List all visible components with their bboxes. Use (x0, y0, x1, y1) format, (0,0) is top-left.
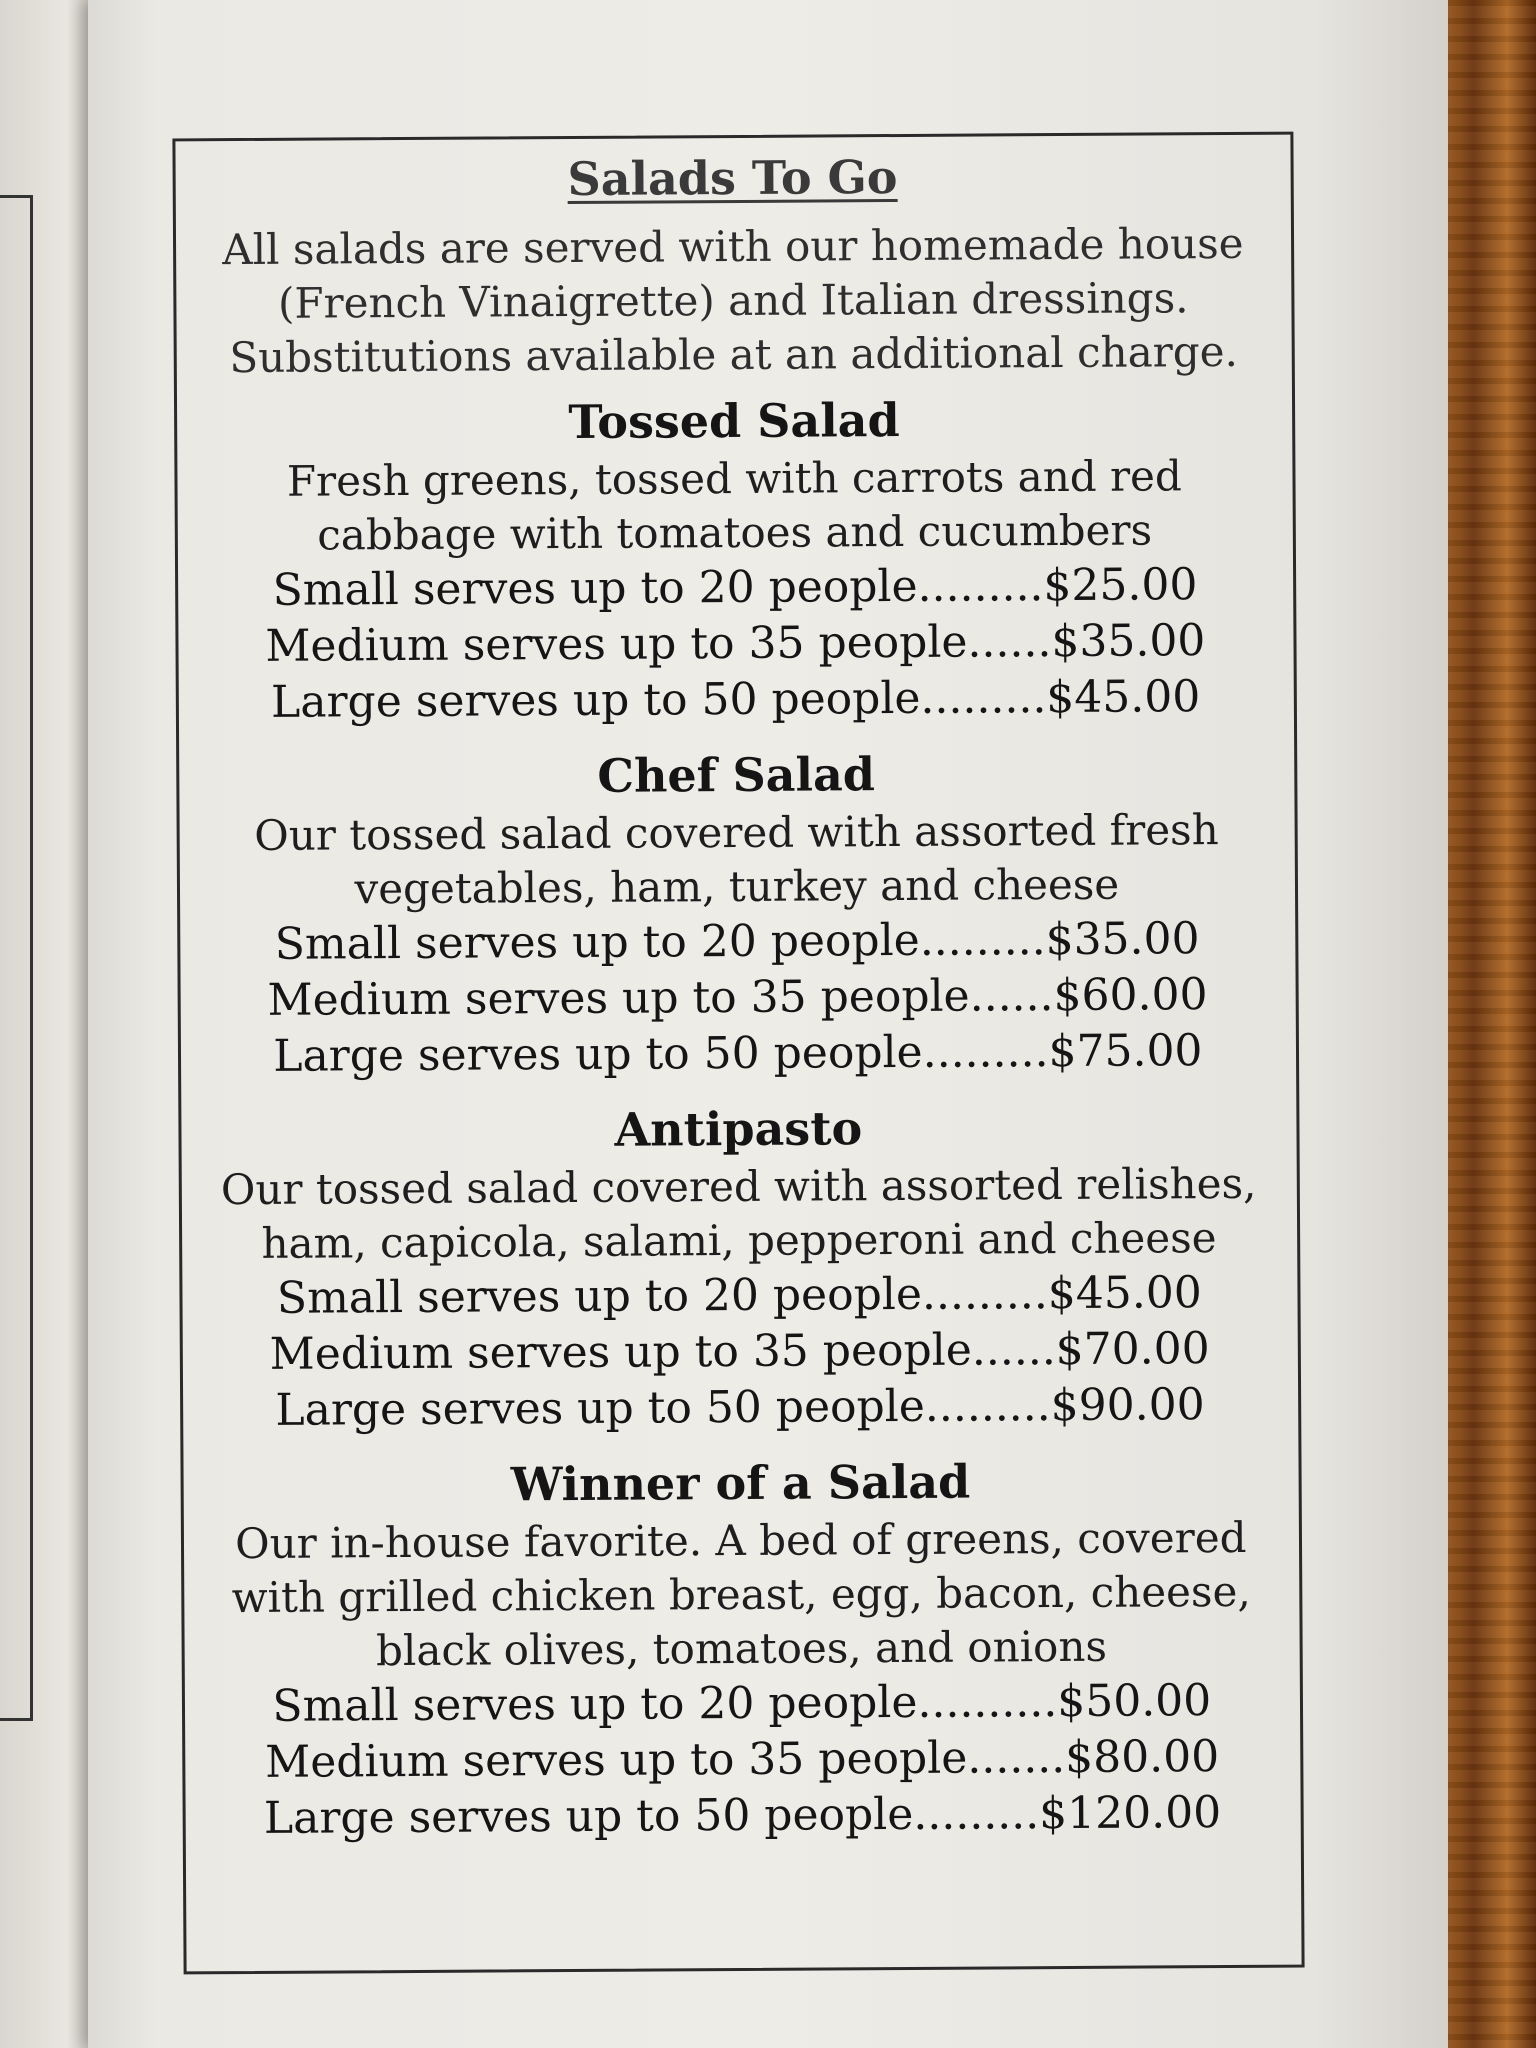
section-winner-of-a-salad (193, 1451, 1290, 1848)
description-line: Our tossed salad covered with assorted fresh (254, 805, 1219, 860)
description-line: Our in-house favorite. A bed of greens, covered (235, 1512, 1247, 1569)
price-line-small: Small serves up to 20 people..........$50.00 (272, 1675, 1212, 1732)
section-title: Antipasto (614, 1101, 863, 1157)
price-line-medium: Medium serves up to 35 people......$35.00 (265, 615, 1206, 672)
section-antipasto (191, 1097, 1288, 1440)
section-description (189, 803, 1285, 918)
section-chef-salad (189, 743, 1286, 1086)
left-page-border (0, 195, 33, 1721)
intro-line: All salads are served with our homemade house (222, 218, 1244, 275)
description-line: black olives, tomatoes, and onions (375, 1621, 1108, 1676)
price-line-medium: Medium serves up to 35 people......$70.00 (269, 1323, 1210, 1380)
price-list (194, 1673, 1290, 1848)
section-description (187, 449, 1283, 564)
price-line-small: Small serves up to 20 people.........$35.00 (274, 913, 1200, 970)
menu-content (185, 137, 1290, 1848)
price-list (192, 1265, 1288, 1440)
price-line-small: Small serves up to 20 people.........$25.00 (272, 559, 1198, 616)
section-title: Chef Salad (597, 747, 876, 803)
intro-line: (French Vinaigrette) and Italian dressings. (277, 273, 1189, 328)
wood-table-background (1440, 0, 1536, 2048)
menu-intro (185, 217, 1281, 386)
description-line: Fresh greens, tossed with carrots and red (286, 451, 1182, 506)
section-description (191, 1157, 1287, 1272)
description-line: Our tossed salad covered with assorted relishes, (220, 1158, 1257, 1215)
menu-page (88, 0, 1448, 2048)
section-title: Tossed Salad (568, 392, 900, 450)
menu-title: Salads To Go (567, 150, 898, 207)
price-line-medium: Medium serves up to 35 people......$60.00 (267, 969, 1208, 1026)
price-list (187, 557, 1283, 732)
left-facing-page (0, 0, 95, 2048)
price-line-large: Large serves up to 50 people.........$75.00 (273, 1025, 1203, 1082)
section-tossed-salad (186, 389, 1283, 732)
description-line: with grilled chicken breast, egg, bacon, cheese, (231, 1566, 1251, 1623)
price-line-large: Large serves up to 50 people.........$90.00 (275, 1379, 1205, 1436)
price-list (190, 911, 1286, 1086)
section-title: Winner of a Salad (510, 1454, 971, 1512)
description-line: vegetables, ham, turkey and cheese (354, 859, 1120, 914)
intro-line: Substitutions available at an additional charge. (229, 326, 1238, 383)
description-line: ham, capicola, salami, pepperoni and cheese (261, 1213, 1217, 1268)
price-line-medium: Medium serves up to 35 people.......$80.00 (265, 1731, 1220, 1788)
description-line: cabbage with tomatoes and cucumbers (317, 505, 1153, 560)
price-line-small: Small serves up to 20 people.........$45.00 (276, 1267, 1202, 1324)
price-line-large: Large serves up to 50 people.........$120.00 (263, 1787, 1222, 1844)
section-description (193, 1511, 1289, 1680)
price-line-large: Large serves up to 50 people.........$45.00 (270, 671, 1201, 728)
